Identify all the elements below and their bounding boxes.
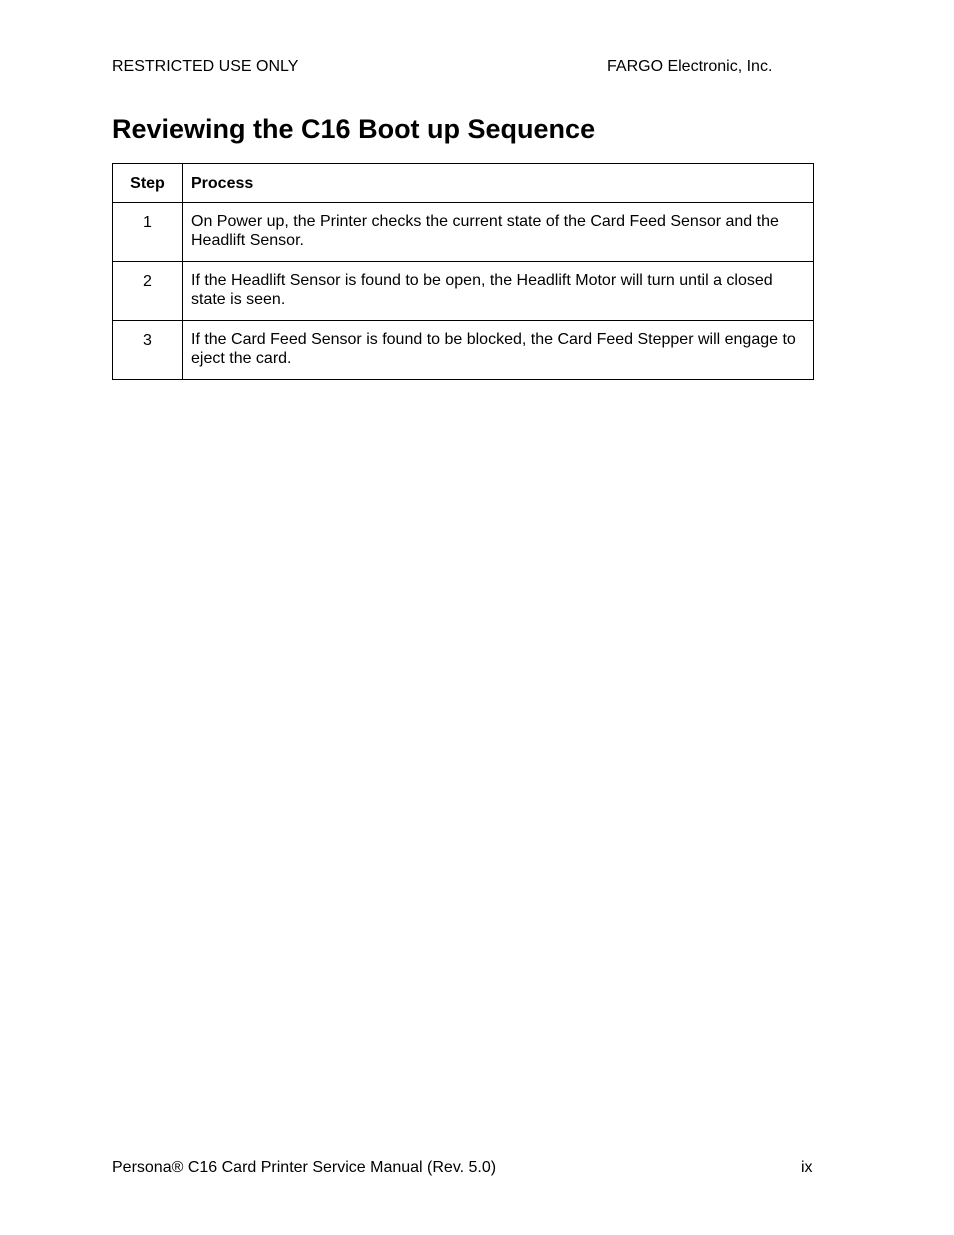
process-cell <box>183 203 814 262</box>
table-header-row <box>113 164 814 203</box>
column-header-process: Process <box>183 164 814 203</box>
table-row <box>113 203 814 262</box>
footer-page-number: ix <box>801 1159 813 1176</box>
process-text: On Power up, the Printer checks the current state of the Card Feed Sensor and the Headlift Sensor. <box>191 213 779 249</box>
footer-manual-title: Persona® C16 Card Printer Service Manual (Rev. 5.0) <box>112 1159 497 1176</box>
step-number-cell <box>113 321 183 380</box>
table-row <box>113 262 814 321</box>
process-text: If the Card Feed Sensor is found to be blocked, the Card Feed Stepper will engage to eject the card. <box>191 331 796 367</box>
boot-sequence-table <box>112 163 814 380</box>
process-text: If the Headlift Sensor is found to be open, the Headlift Motor will turn until a closed state is seen. <box>191 272 773 308</box>
process-cell <box>183 321 814 380</box>
page-title: Reviewing the C16 Boot up Sequence <box>112 114 596 144</box>
process-cell <box>183 262 814 321</box>
table-row <box>113 321 814 380</box>
step-number-cell <box>113 203 183 262</box>
step-number: 3 <box>143 332 152 349</box>
step-number: 2 <box>143 273 152 290</box>
step-number-cell <box>113 262 183 321</box>
header-restricted-notice: RESTRICTED USE ONLY <box>112 58 299 75</box>
column-header-step: Step <box>113 164 183 203</box>
step-number: 1 <box>143 214 152 231</box>
header-company-name: FARGO Electronic, Inc. <box>607 58 773 75</box>
